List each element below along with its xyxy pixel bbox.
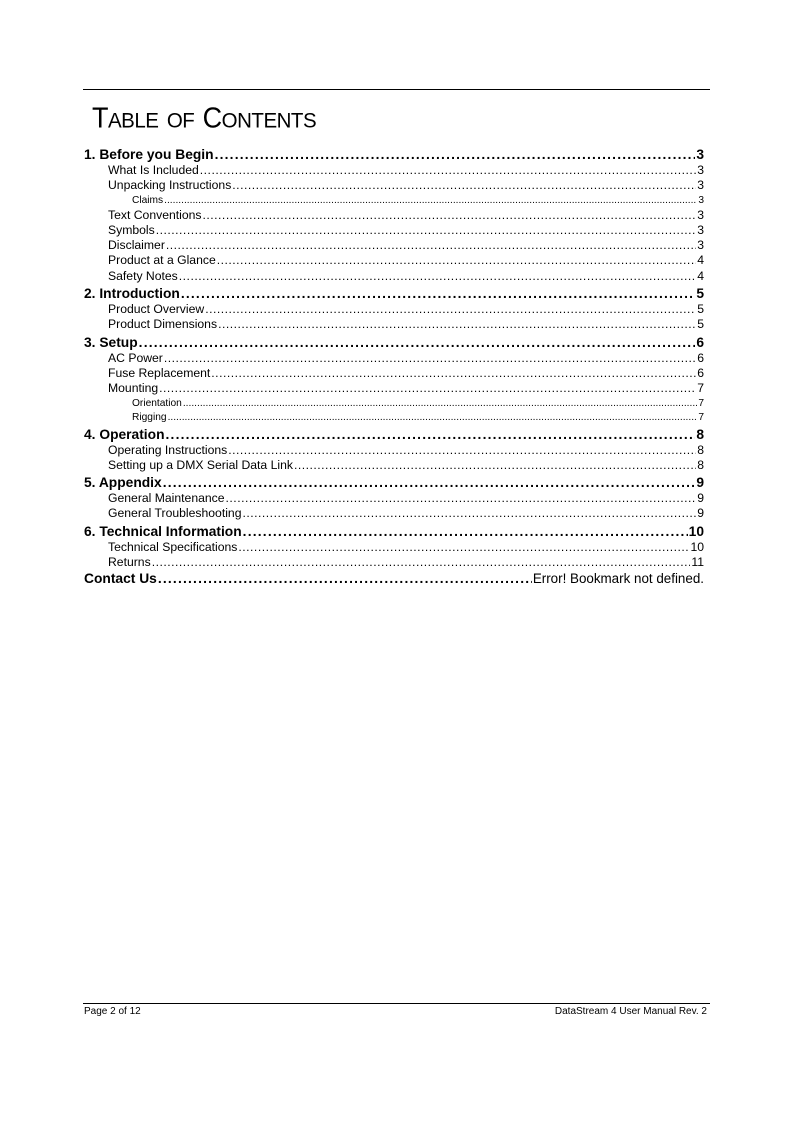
toc-entry[interactable]	[84, 238, 704, 253]
toc-leader-dots	[226, 491, 697, 506]
toc-entry-page: 11	[691, 555, 704, 570]
toc-leader-dots	[218, 317, 696, 332]
toc-entry[interactable]	[84, 285, 704, 302]
page-title: TABLE OF CONTENTS	[92, 102, 317, 134]
toc-leader-dots	[243, 523, 688, 540]
toc-entry-page: 3	[697, 238, 704, 253]
toc-entry-title: General Troubleshooting	[108, 506, 242, 521]
toc-leader-dots	[168, 411, 698, 425]
toc-entry[interactable]	[84, 570, 704, 588]
toc-entry[interactable]	[84, 178, 704, 193]
toc-entry-page: 3	[697, 178, 704, 193]
toc-entry-page: 9	[696, 475, 704, 491]
toc-leader-dots	[163, 474, 696, 491]
toc-entry-page: 7	[697, 381, 704, 396]
toc-leader-dots	[166, 238, 696, 253]
toc-leader-dots	[152, 555, 691, 570]
toc-entry-page: 3	[697, 222, 704, 237]
toc-entry[interactable]	[84, 208, 704, 223]
toc-entry-title: 6. Technical Information	[84, 523, 242, 539]
toc-entry[interactable]	[84, 381, 704, 396]
toc-entry-page: 4	[697, 268, 704, 283]
toc-entry-title: Unpacking Instructions	[108, 178, 232, 193]
toc-entry-title: Safety Notes	[108, 268, 178, 283]
toc-entry-title: Returns	[108, 555, 151, 570]
toc-entry[interactable]	[84, 443, 704, 458]
toc-entry[interactable]	[84, 474, 704, 491]
header-rule	[83, 89, 710, 90]
toc-entry-title: Orientation	[132, 397, 182, 409]
toc-entry-page: 8	[697, 457, 704, 472]
toc-entry-title: Fuse Replacement	[108, 365, 211, 380]
toc-entry-page: 10	[688, 523, 704, 539]
toc-entry[interactable]	[84, 334, 704, 351]
toc-entry-title: Symbols	[108, 222, 155, 237]
toc-entry-title: Product Overview	[108, 302, 205, 317]
toc-leader-dots	[183, 397, 697, 411]
toc-entry[interactable]	[84, 506, 704, 521]
toc-entry-title: Technical Specifications	[108, 539, 238, 554]
toc-leader-dots	[166, 426, 696, 443]
toc-leader-dots	[156, 223, 696, 238]
toc-leader-dots	[294, 458, 696, 473]
toc-leader-dots	[200, 163, 696, 178]
toc-entry-title: 1. Before you Begin	[84, 147, 214, 162]
toc-leader-dots	[181, 285, 696, 302]
toc-leader-dots	[164, 351, 696, 366]
footer-document-title: DataStream 4 User Manual Rev. 2	[554, 1006, 707, 1017]
toc-entry-page: 3	[696, 147, 704, 162]
toc-entry-title: Disclaimer	[108, 238, 165, 253]
toc-entry[interactable]	[84, 317, 704, 332]
toc-entry-title: 4. Operation	[84, 426, 165, 442]
toc-entry[interactable]	[84, 253, 704, 268]
toc-leader-dots	[158, 570, 532, 588]
toc-leader-dots	[242, 506, 696, 521]
toc-entry-page: 6	[697, 350, 704, 365]
toc-leader-dots	[215, 146, 696, 163]
toc-entry-title: Product Dimensions	[108, 317, 218, 332]
toc-leader-dots	[179, 269, 696, 284]
toc-entry[interactable]	[84, 540, 704, 555]
toc-entry-page: 9	[697, 506, 704, 521]
toc-entry-page: 3	[697, 207, 704, 222]
toc-entry[interactable]	[84, 223, 704, 238]
toc-entry-title: What Is Included	[108, 163, 199, 177]
toc-leader-dots	[139, 334, 696, 351]
toc-leader-dots	[211, 366, 696, 381]
toc-entry-title: General Maintenance	[108, 491, 225, 506]
toc-entry[interactable]	[84, 194, 704, 208]
toc-entry[interactable]	[84, 269, 704, 284]
toc-entry[interactable]	[84, 555, 704, 570]
toc-entry[interactable]	[84, 491, 704, 506]
toc-entry-page: 8	[696, 426, 704, 442]
toc-entry-page: 6	[696, 334, 704, 350]
toc-entry-page: 7	[698, 411, 704, 423]
toc-entry-title: 3. Setup	[84, 334, 138, 350]
toc-entry-title: Mounting	[108, 381, 159, 396]
toc-entry[interactable]	[84, 146, 704, 163]
toc-leader-dots	[205, 302, 696, 317]
toc-leader-dots	[164, 194, 697, 208]
toc-entry-title: 2. Introduction	[84, 286, 180, 302]
toc-entry-title: Product at a Glance	[108, 253, 216, 268]
toc-entry-title: Contact Us	[84, 571, 157, 587]
toc-entry[interactable]	[84, 302, 704, 317]
toc-entry-title: Rigging	[132, 411, 167, 423]
toc-entry-page: 5	[696, 286, 704, 302]
toc-entry-page: 6	[697, 365, 704, 380]
toc-entry[interactable]	[84, 397, 704, 411]
toc-entry[interactable]	[84, 523, 704, 540]
footer-rule	[83, 1003, 710, 1004]
toc-entry-page: 10	[690, 539, 704, 554]
toc-entry[interactable]	[84, 411, 704, 425]
toc-entry[interactable]	[84, 366, 704, 381]
toc-leader-dots	[217, 253, 697, 268]
toc-entry-page: 8	[697, 442, 704, 457]
toc-entry-title: AC Power	[108, 350, 163, 365]
toc-entry-page: Error! Bookmark not defined.	[532, 571, 704, 587]
toc-leader-dots	[238, 540, 689, 555]
toc-entry[interactable]	[84, 163, 704, 178]
toc-entry[interactable]	[84, 426, 704, 443]
toc-leader-dots	[159, 381, 696, 396]
toc-entry[interactable]	[84, 458, 704, 473]
toc-entry-page: 9	[697, 491, 704, 506]
toc-entry[interactable]	[84, 351, 704, 366]
toc-entry-title: Operating Instructions	[108, 442, 228, 457]
toc-leader-dots	[232, 178, 696, 193]
toc-entry-title: Setting up a DMX Serial Data Link	[108, 457, 293, 472]
toc-entry-page: 5	[697, 317, 704, 332]
toc-entry-page: 3	[698, 194, 704, 206]
toc-leader-dots	[203, 208, 697, 223]
toc-entry-title: Claims	[132, 194, 164, 206]
table-of-contents	[84, 145, 704, 588]
toc-leader-dots	[228, 443, 696, 458]
toc-entry-title: Text Conventions	[108, 207, 202, 222]
toc-entry-page: 7	[698, 397, 704, 409]
footer-page-number: Page 2 of 12	[84, 1006, 141, 1017]
toc-entry-page: 4	[697, 253, 704, 268]
toc-entry-page: 5	[697, 302, 704, 317]
toc-entry-page: 3	[697, 163, 704, 177]
toc-entry-title: 5. Appendix	[84, 475, 162, 491]
